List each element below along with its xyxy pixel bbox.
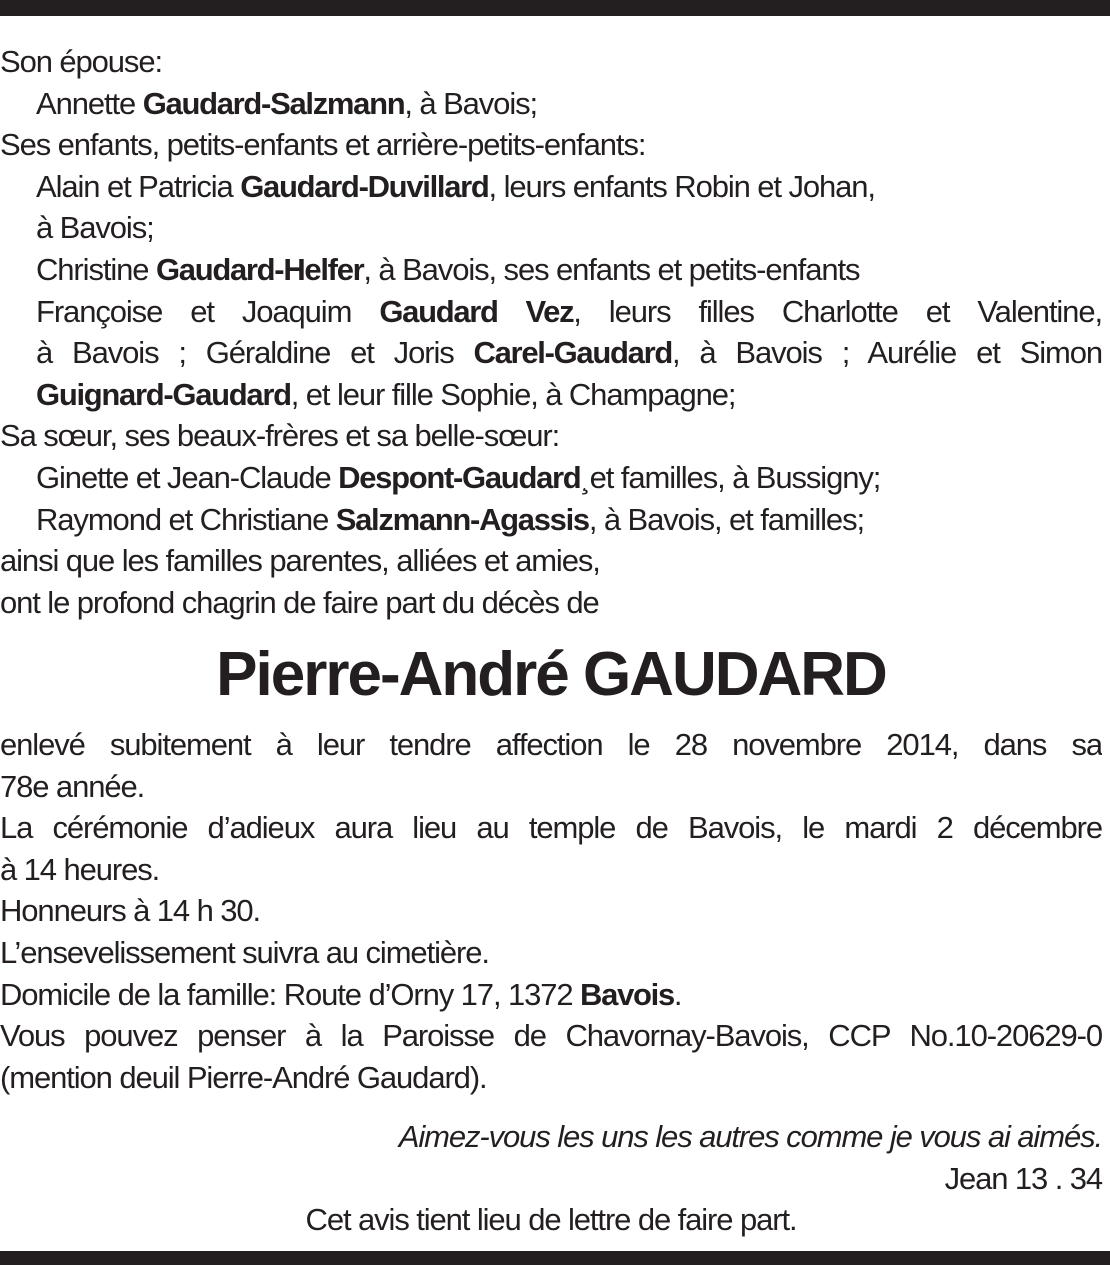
text: Françoise et Joaquim (36, 293, 380, 329)
detail-line (0, 932, 1102, 974)
child-entry-cont (0, 332, 1102, 374)
family-name: Despont-Gaudard (338, 459, 581, 495)
text: à Bavois ; Géraldine et Joris (36, 335, 474, 371)
spouse-entry (0, 83, 1102, 125)
text: Honneurs à 14 h 30. (0, 893, 261, 929)
sibling-entry (0, 457, 1102, 499)
text: enlevé subitement à leur tendre affection le 28 novembre 2014, dans sa (0, 727, 1102, 762)
text: Annette (36, 85, 143, 121)
text: ¸et familles, à Bussigny; (580, 459, 881, 495)
donation-line (0, 1015, 1102, 1057)
text: , et leur fille Sophie, à Champagne; (290, 376, 736, 412)
child-entry (0, 166, 1102, 208)
text: Alain et Patricia (36, 168, 241, 204)
detail-line (0, 890, 1102, 932)
child-entry (0, 249, 1102, 291)
text: 78e année. (0, 768, 145, 804)
siblings-heading (0, 415, 1102, 457)
text: La cérémonie d’adieux aura lieu au temple de Bavois, le mardi 2 décembre (0, 810, 1102, 846)
bottom-rule (0, 1251, 1110, 1265)
text: ont le profond chagrin de faire part du décès de (0, 584, 599, 620)
family-name: Guignard-Gaudard (36, 376, 291, 412)
text: , leurs filles Charlotte et Valentine, (573, 293, 1102, 329)
child-entry-cont (0, 207, 1102, 249)
detail-line (0, 766, 1102, 808)
text: Domicile de la famille: Route d’Orny 17, 1372 (0, 976, 581, 1012)
text: , à Bavois; (404, 85, 538, 121)
children-heading (0, 124, 1102, 166)
closing-note: Cet avis tient lieu de lettre de faire part. (305, 1202, 797, 1238)
family-name: Gaudard-Salzmann (142, 85, 405, 121)
child-entry-cont (0, 374, 1102, 416)
bible-reference: Jean 13 . 34 (944, 1160, 1102, 1196)
text: ainsi que les familles parentes, alliées et amies, (0, 543, 600, 579)
text: Vous pouvez penser à la Paroisse de Chavornay-Bavois, CCP No.10-20629-0 (0, 1018, 1102, 1054)
text: Sa sœur, ses beaux-frères et sa belle-sœur: (0, 418, 560, 454)
family-name: Gaudard Vez (379, 293, 574, 329)
closing-block (0, 1116, 1102, 1241)
text: Ginette et Jean-Claude (36, 459, 339, 495)
announcement-line (0, 582, 1102, 624)
sibling-entry (0, 499, 1102, 541)
family-name: Gaudard-Helfer (155, 251, 364, 287)
family-name: Gaudard-Duvillard (240, 168, 489, 204)
text: L’ensevelissement suivra au cimetière. (0, 934, 489, 970)
family-name: Carel-Gaudard (473, 335, 672, 371)
text: , à Bavois, et familles; (588, 501, 864, 537)
family-list (0, 41, 1102, 623)
top-rule (0, 0, 1110, 16)
donation-line (0, 1057, 1102, 1099)
child-entry (0, 291, 1102, 333)
spouse-heading (0, 41, 1102, 83)
detail-line (0, 807, 1102, 849)
deceased-name: Pierre-André GAUDARD (216, 640, 886, 709)
text: Son épouse: (0, 44, 162, 79)
town: Bavois (580, 976, 674, 1012)
family-name: Salzmann-Agassis (335, 501, 589, 537)
family-address (0, 974, 1102, 1016)
text: Christine (36, 251, 156, 287)
text: , à Bavois ; Aurélie et Simon (671, 335, 1102, 371)
detail-line (0, 724, 1102, 766)
text: à 14 heures. (0, 851, 160, 887)
detail-line (0, 849, 1102, 891)
text: , à Bavois, ses enfants et petits-enfants (363, 251, 860, 287)
text: (mention deuil Pierre-André Gaudard). (0, 1059, 487, 1095)
text: . (673, 976, 682, 1012)
text: Ses enfants, petits-enfants et arrière-petits-enfants: (0, 127, 646, 163)
extended-family-line (0, 540, 1102, 582)
text: , leurs enfants Robin et Johan, (488, 168, 875, 204)
text: à Bavois; (36, 210, 154, 246)
details (0, 724, 1102, 1098)
bible-quote: Aimez-vous les uns les autres comme je vous ai aimés. (398, 1119, 1102, 1154)
text: Raymond et Christiane (36, 501, 336, 537)
